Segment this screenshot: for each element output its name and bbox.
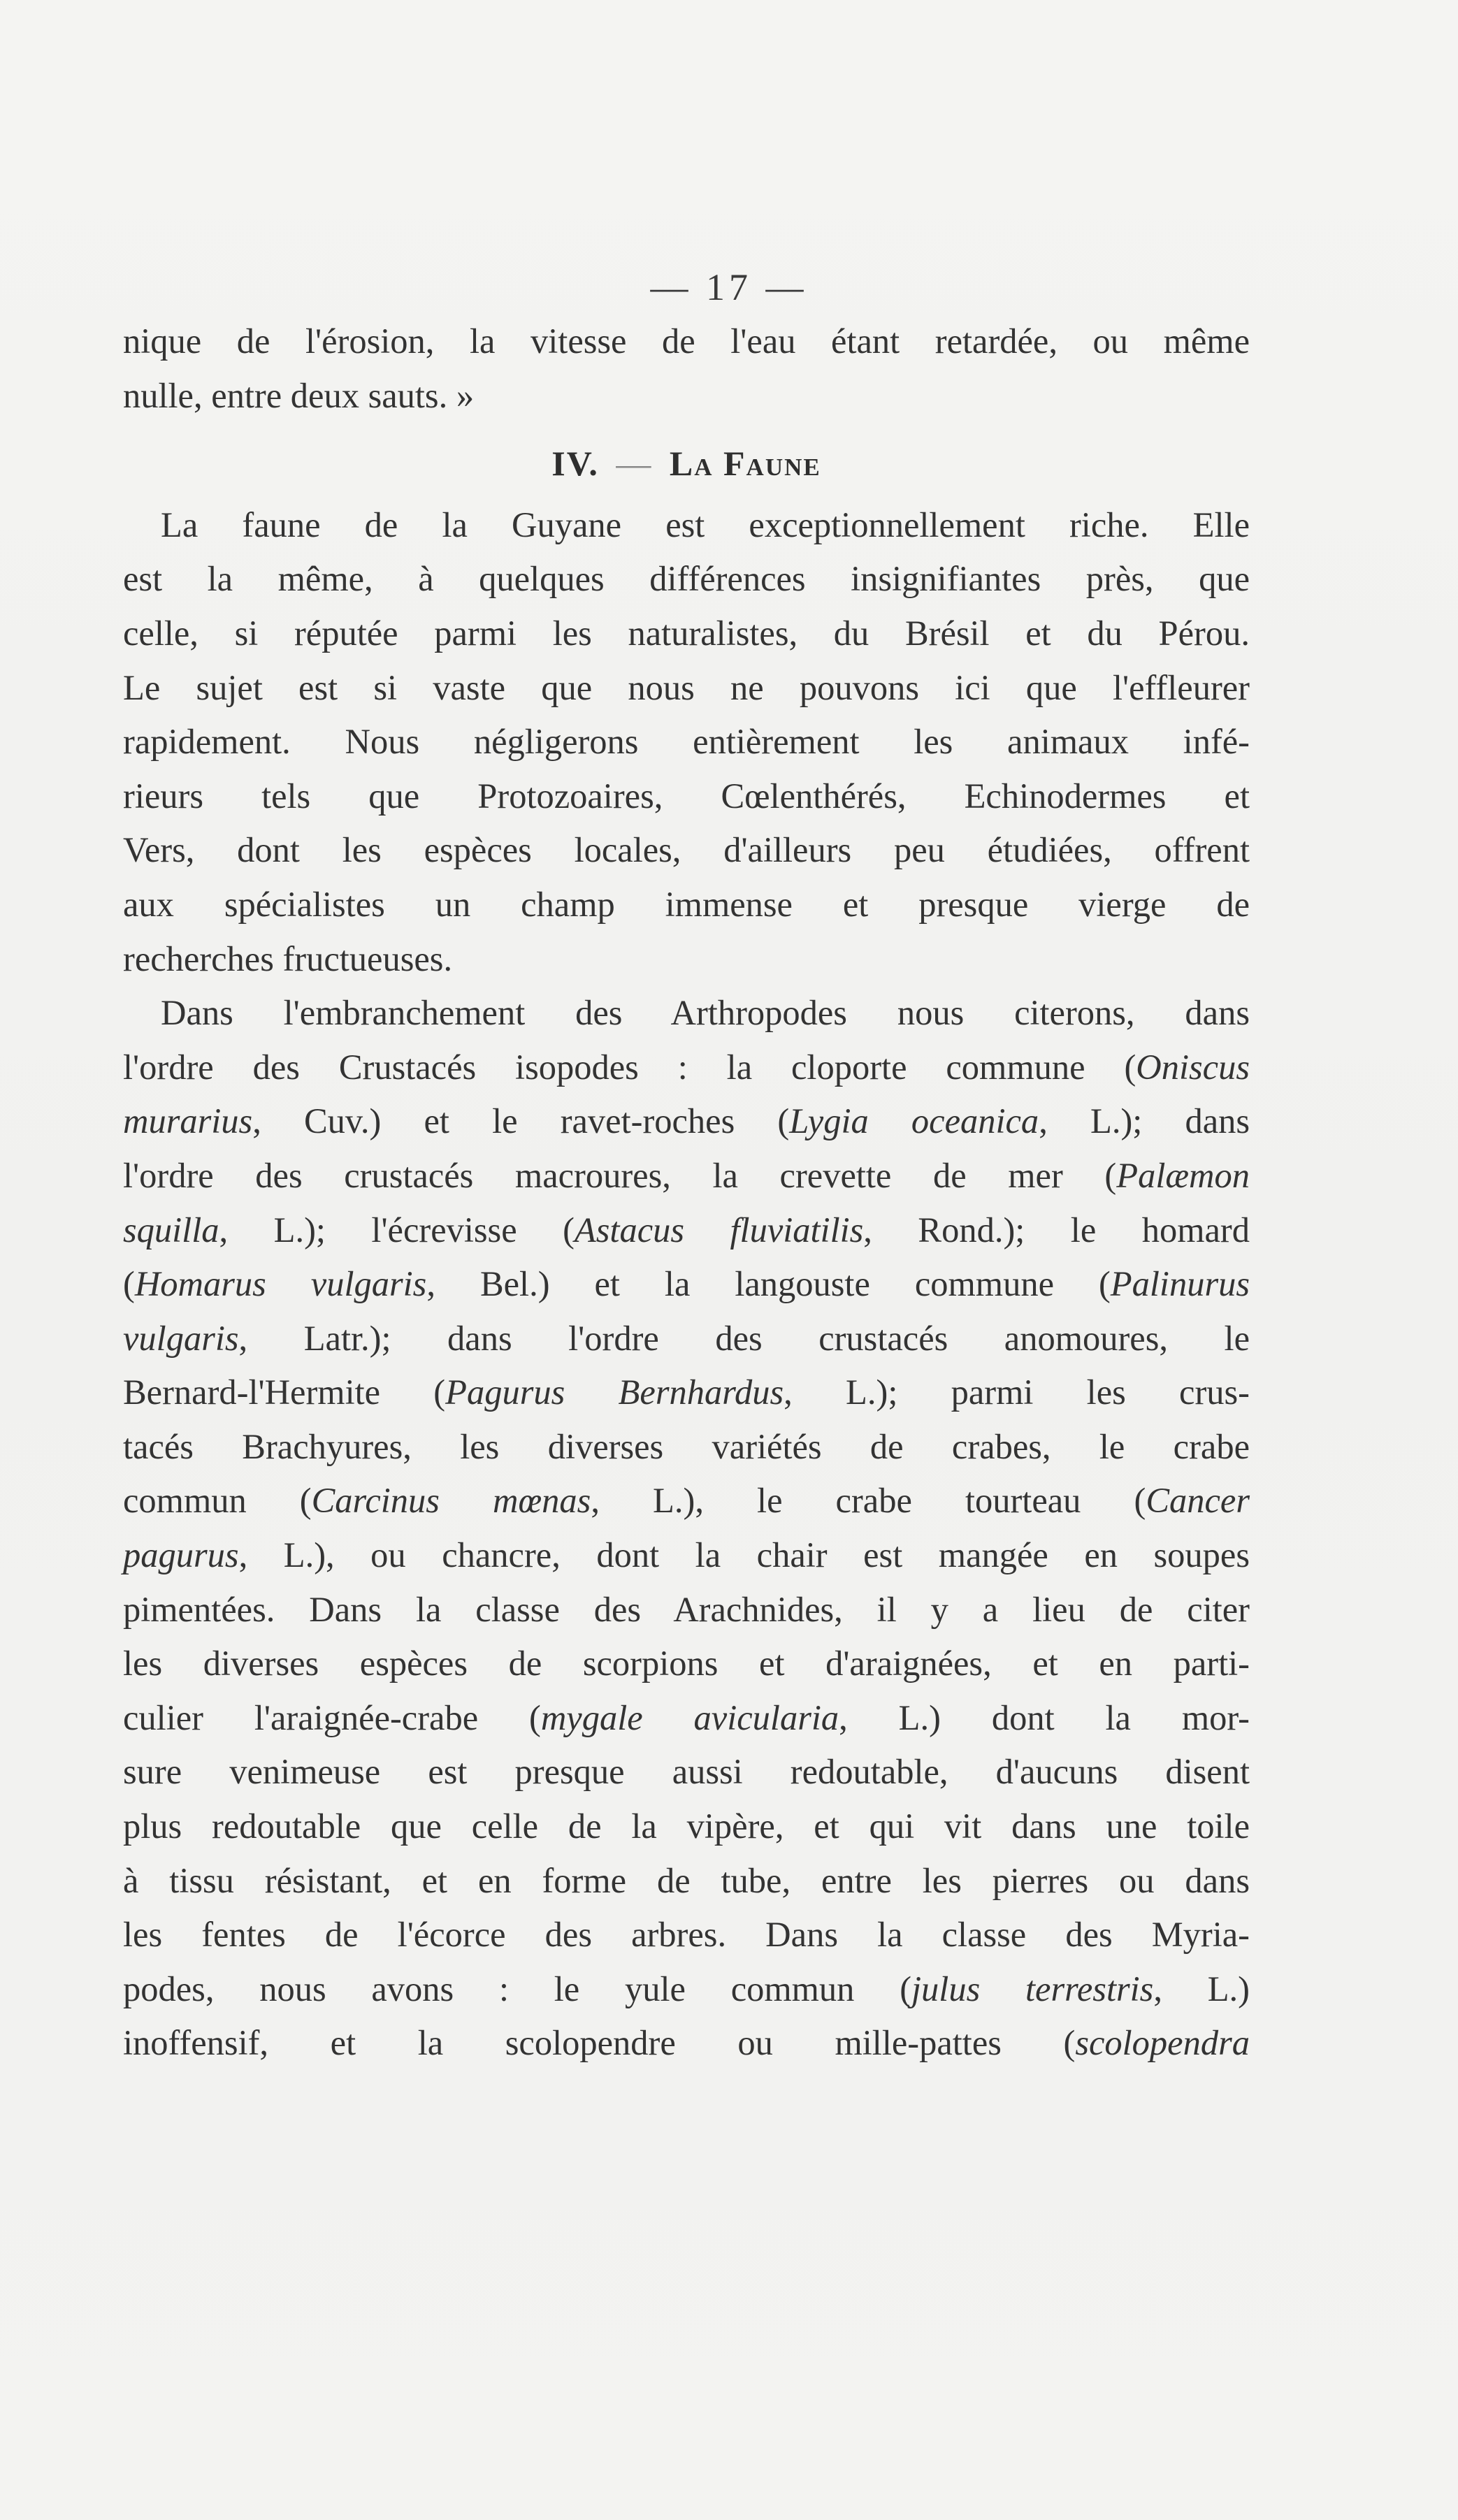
line-text: inoffensif, et la scolopendre ou mille-pattes ( bbox=[123, 2023, 1076, 2063]
text-line bbox=[123, 1962, 1250, 2017]
paragraph-faune-intro bbox=[123, 498, 1250, 986]
line-text: , L.); parmi les crus- bbox=[784, 1373, 1250, 1412]
text-line bbox=[123, 2016, 1250, 2071]
text-line: les diverses espèces de scorpions et d'araignées, et en parti- bbox=[123, 1644, 1250, 1683]
species-name: murarius bbox=[123, 1101, 253, 1141]
text-line bbox=[123, 1366, 1250, 1420]
text-line: nulle, entre deux sauts. » bbox=[123, 375, 475, 415]
text-line bbox=[123, 1094, 1250, 1149]
text-line: Dans l'embranchement des Arthropodes nous citerons, dans bbox=[161, 993, 1250, 1033]
line-text: , L.) dont la mor- bbox=[839, 1697, 1250, 1737]
paragraph-continuation bbox=[123, 314, 1250, 423]
text-line: nique de l'érosion, la vitesse de l'eau étant retardée, ou même bbox=[123, 321, 1250, 361]
text-line: Le sujet est si vaste que nous ne pouvons ici que l'effleurer bbox=[123, 667, 1250, 707]
line-text: ( bbox=[123, 1264, 135, 1304]
line-text: , Bel.) et la langouste commune ( bbox=[426, 1264, 1111, 1304]
text-line: rieurs tels que Protozoaires, Cœlenthérés, Echinodermes et bbox=[123, 776, 1250, 816]
line-text: l'ordre des Crustacés isopodes : la cloporte commune ( bbox=[123, 1047, 1136, 1087]
line-text: podes, nous avons : le yule commun ( bbox=[123, 1969, 912, 2008]
line-text: culier l'araignée-crabe ( bbox=[123, 1697, 541, 1737]
species-name: mygale avicularia bbox=[540, 1697, 839, 1737]
species-name: Astacus fluviatilis bbox=[574, 1210, 864, 1250]
line-text: , L.); l'écrevisse ( bbox=[219, 1210, 575, 1250]
text-line: aux spécialistes un champ immense et presque vierge de bbox=[123, 884, 1250, 924]
text-line: à tissu résistant, et en forme de tube, entre les pierres ou dans bbox=[123, 1860, 1250, 1900]
species-name: Homarus vulgaris bbox=[134, 1264, 427, 1304]
body-text bbox=[123, 314, 1250, 2071]
section-heading bbox=[123, 437, 1250, 491]
species-name: Cancer bbox=[1146, 1481, 1250, 1521]
text-line: les fentes de l'écorce des arbres. Dans la classe des Myria- bbox=[123, 1915, 1250, 1955]
species-name: squilla bbox=[123, 1210, 219, 1250]
section-dash: — bbox=[616, 444, 653, 484]
text-line: pimentées. Dans la classe des Arachnides, il y a lieu de citer bbox=[123, 1589, 1250, 1629]
line-text: l'ordre des crustacés macroures, la crevette de mer ( bbox=[123, 1155, 1117, 1195]
line-text: , Cuv.) et le ravet-roches ( bbox=[252, 1101, 790, 1141]
species-name: Lygia oceanica bbox=[789, 1101, 1039, 1141]
text-line bbox=[123, 1528, 1250, 1583]
text-line: est la même, à quelques différences insignifiantes près, que bbox=[123, 559, 1250, 599]
line-text: , L.), ou chancre, dont la chair est mangée en soupes bbox=[238, 1535, 1250, 1575]
text-line: celle, si réputée parmi les naturalistes, du Brésil et du Pérou. bbox=[123, 613, 1250, 653]
species-name: julus terrestris bbox=[911, 1969, 1154, 2008]
line-text: commun ( bbox=[123, 1481, 312, 1521]
text-line bbox=[123, 1203, 1250, 1258]
line-text: , Rond.); le homard bbox=[863, 1210, 1250, 1250]
species-name: Pagurus Bernhardus bbox=[445, 1373, 784, 1412]
text-line bbox=[123, 1257, 1250, 1312]
text-line: La faune de la Guyane est exceptionnellement riche. Elle bbox=[161, 505, 1250, 544]
species-name: pagurus bbox=[123, 1535, 239, 1575]
line-text: , L.), le crabe tourteau ( bbox=[591, 1481, 1146, 1521]
line-text: , Latr.); dans l'ordre des crustacés anomoures, le bbox=[238, 1318, 1250, 1358]
species-name: Palæmon bbox=[1116, 1155, 1250, 1195]
text-line bbox=[123, 1691, 1250, 1746]
text-line: tacés Brachyures, les diverses variétés de crabes, le crabe bbox=[123, 1426, 1250, 1466]
species-name: scolopendra bbox=[1075, 2023, 1250, 2063]
line-text: , L.); dans bbox=[1039, 1101, 1250, 1141]
line-text: , L.) bbox=[1153, 1969, 1250, 2008]
section-title: La Faune bbox=[669, 444, 821, 484]
section-numeral: IV. bbox=[551, 444, 599, 484]
line-text: Bernard-l'Hermite ( bbox=[123, 1373, 446, 1412]
text-line: sure venimeuse est presque aussi redoutable, d'aucuns disent bbox=[123, 1752, 1250, 1792]
text-line: plus redoutable que celle de la vipère, et qui vit dans une toile bbox=[123, 1806, 1250, 1846]
text-line bbox=[123, 1149, 1250, 1203]
species-name: Carcinus mœnas bbox=[311, 1481, 591, 1521]
text-line bbox=[123, 1041, 1250, 1095]
page-number: — 17 — bbox=[650, 266, 808, 308]
paragraph-arthropodes bbox=[123, 986, 1250, 2071]
text-line bbox=[123, 1474, 1250, 1528]
text-line: Vers, dont les espèces locales, d'ailleurs peu étudiées, offrent bbox=[123, 830, 1250, 870]
species-name: Oniscus bbox=[1136, 1047, 1250, 1087]
text-line: rapidement. Nous négligerons entièrement les animaux infé- bbox=[123, 722, 1250, 762]
text-line bbox=[123, 1312, 1250, 1366]
text-line: recherches fructueuses. bbox=[123, 939, 453, 978]
species-name: vulgaris bbox=[123, 1318, 239, 1358]
species-name: Palinurus bbox=[1110, 1264, 1250, 1304]
